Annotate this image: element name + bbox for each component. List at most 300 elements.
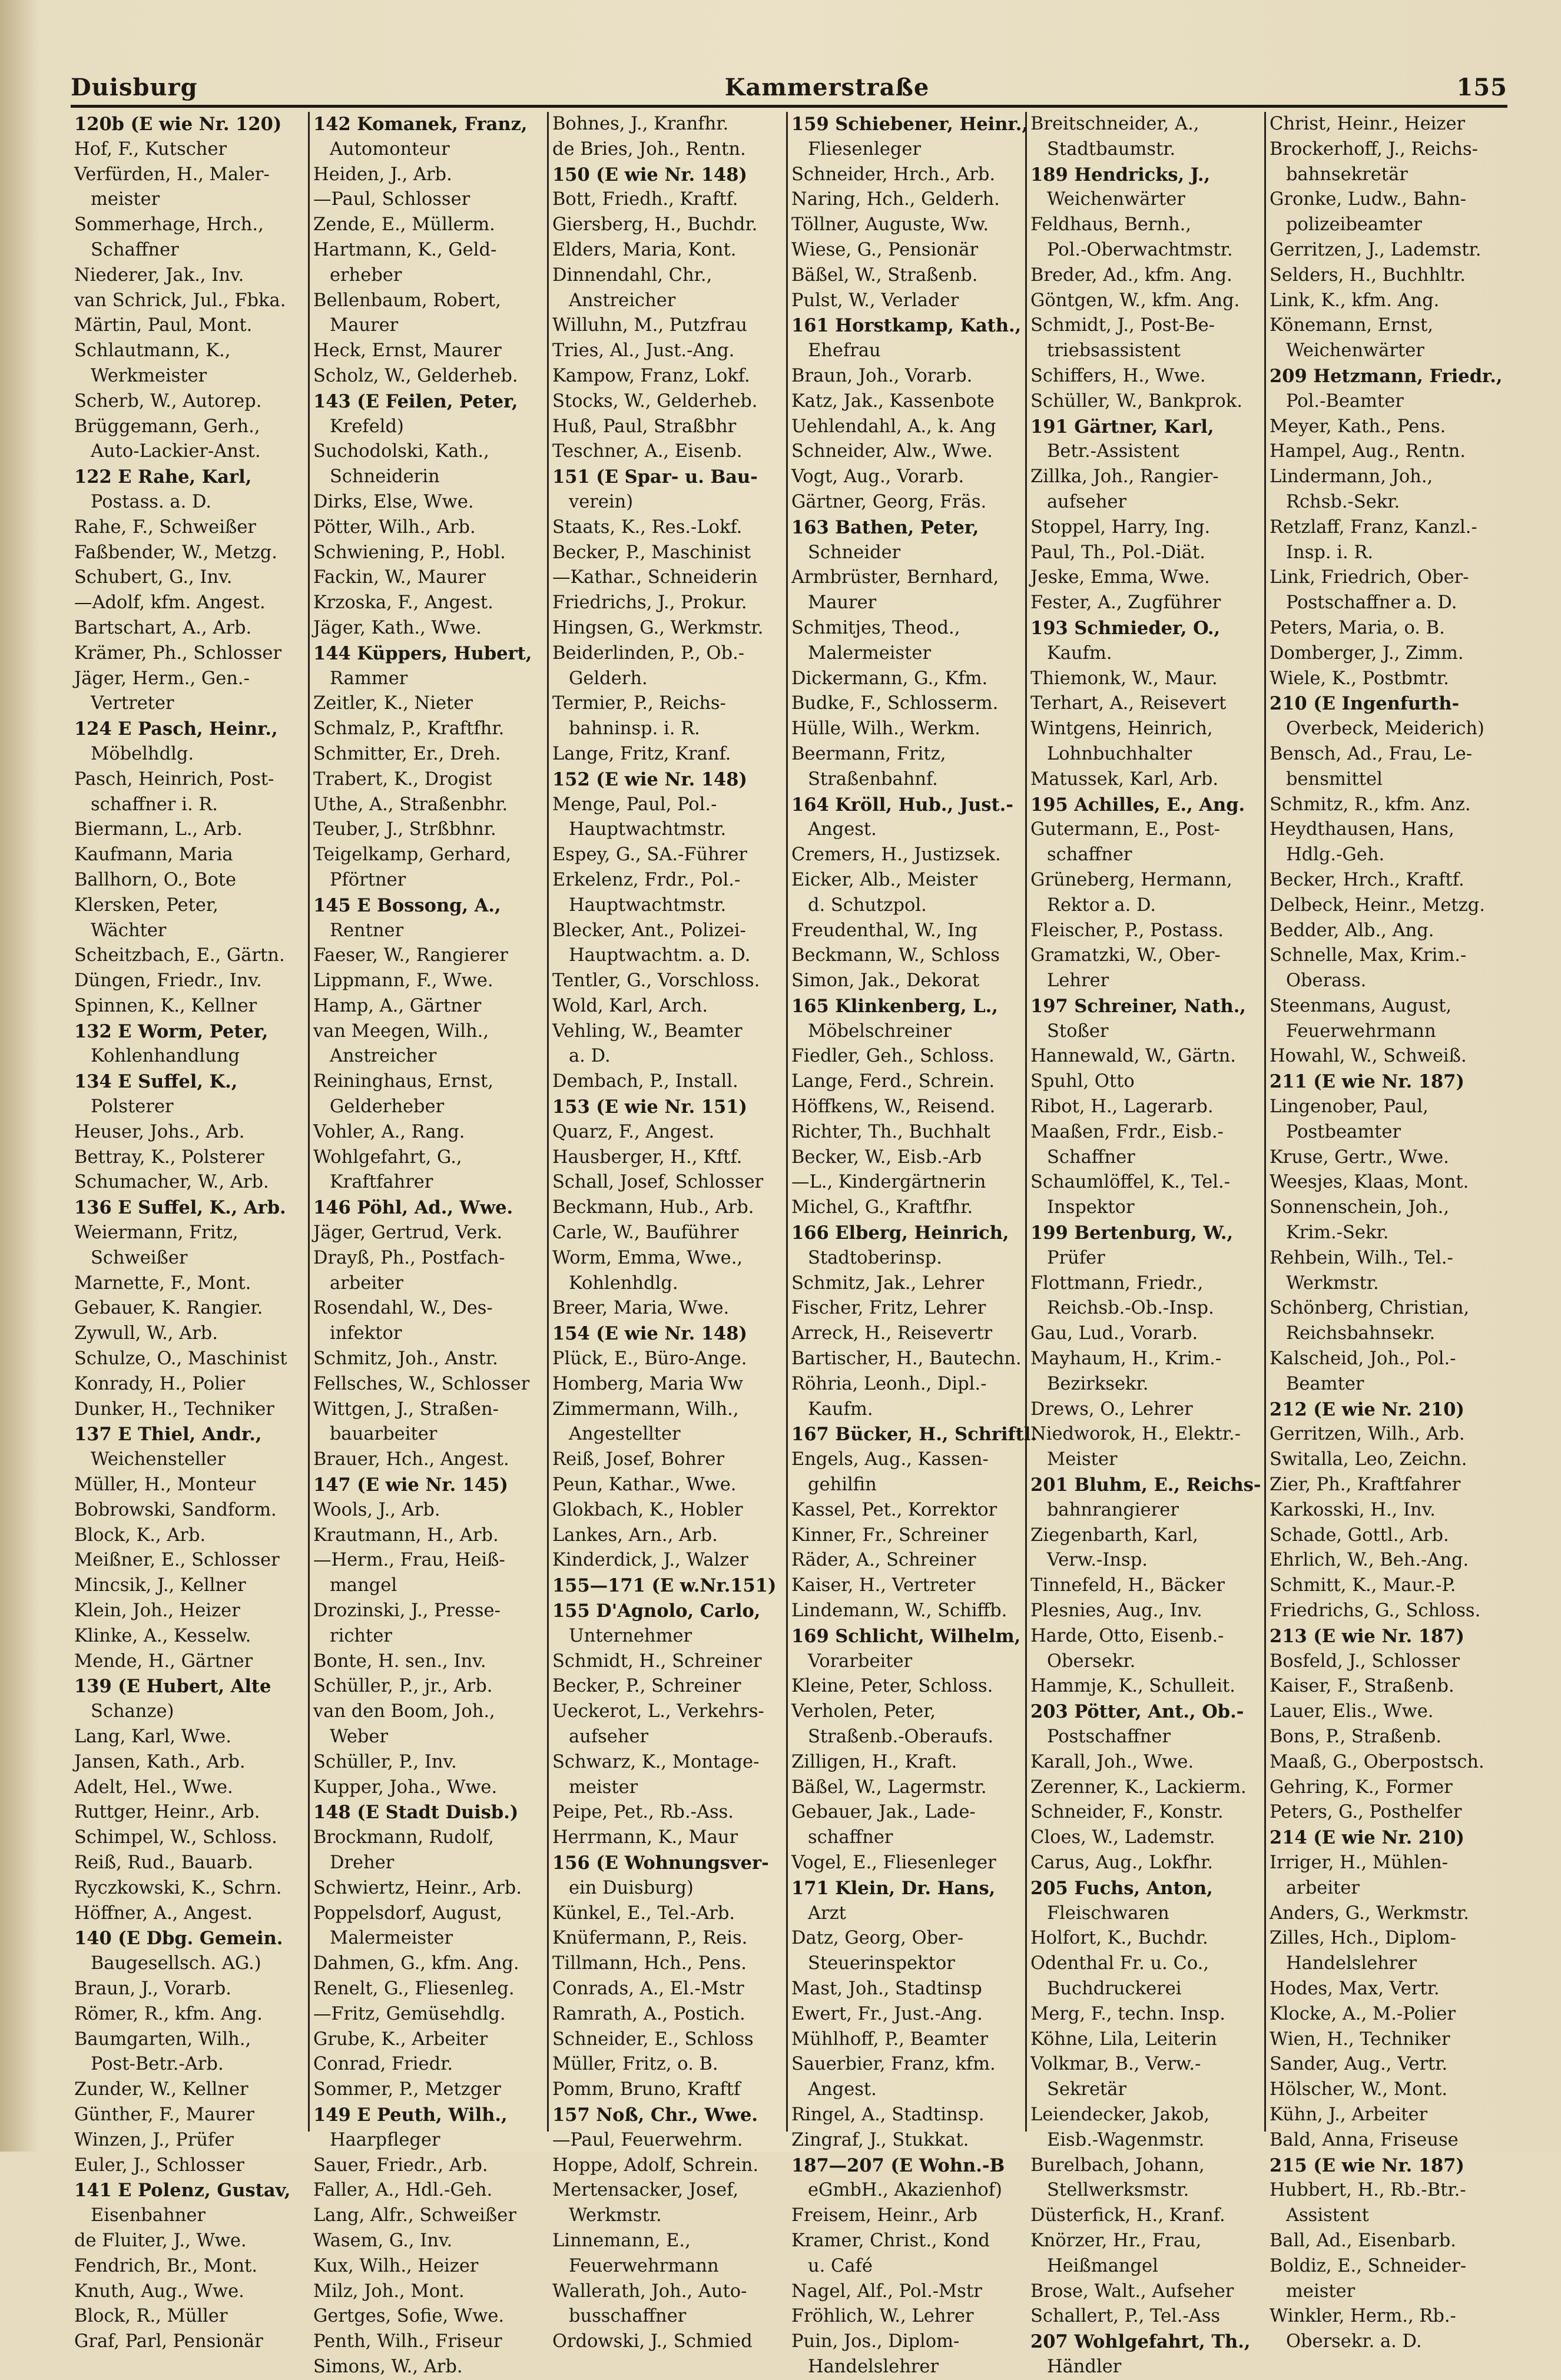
- resident-entry: Schaffner: [1047, 1146, 1135, 1168]
- resident-entry: Meißner, E., Schlosser: [74, 1550, 280, 1571]
- resident-entry: Zerenner, K., Lackierm.: [1030, 1776, 1247, 1798]
- page-number: 155: [1456, 73, 1507, 101]
- resident-entry: —Herm., Frau, Heiß-: [313, 1550, 505, 1571]
- resident-entry: Peters, Maria, o. B.: [1270, 617, 1445, 638]
- resident-entry: Datz, Georg, Ober-: [791, 1928, 964, 1949]
- resident-entry: Gau, Lud., Vorarb.: [1030, 1323, 1198, 1344]
- resident-entry: Fischer, Fritz, Lehrer: [791, 1298, 986, 1319]
- resident-entry: Werkmstr.: [1286, 1272, 1379, 1294]
- resident-entry: Heiden, J., Arb.: [313, 164, 452, 185]
- resident-entry: Schulze, O., Maschinist: [74, 1348, 287, 1370]
- resident-entry: Bobrowski, Sandform.: [74, 1499, 277, 1520]
- house-number-entry: 165 Klinkenberg, L.,: [791, 995, 998, 1017]
- resident-entry: Biermann, L., Arb.: [74, 819, 243, 840]
- house-number-entry: 189 Hendricks, J.,: [1030, 164, 1211, 185]
- resident-entry: Matussek, Karl, Arb.: [1030, 768, 1219, 790]
- house-number-entry: 157 Noß, Chr., Wwe.: [552, 2104, 758, 2126]
- resident-entry: Mende, H., Gärtner: [74, 1650, 253, 1672]
- resident-entry: Sekretär: [1047, 2079, 1127, 2100]
- resident-entry: Schneider, F., Konstr.: [1030, 1802, 1224, 1823]
- resident-entry: Schwarz, K., Montage-: [552, 1751, 760, 1772]
- resident-entry: Malermeister: [330, 1928, 453, 1949]
- resident-entry: Dinnendahl, Chr.,: [552, 264, 712, 286]
- resident-entry: Steenmans, August,: [1270, 995, 1452, 1016]
- resident-entry: Schnelle, Max, Krim.-: [1270, 945, 1467, 966]
- resident-entry: Weber: [330, 1726, 389, 1747]
- resident-entry: Fackin, W., Maurer: [313, 567, 486, 588]
- house-number-entry: 145 E Bossong, A.,: [313, 894, 501, 916]
- resident-entry: Sommer, P., Metzger: [313, 2079, 501, 2100]
- resident-entry: Holfort, K., Buchdr.: [1030, 1928, 1208, 1949]
- resident-entry: verein): [569, 491, 634, 512]
- resident-entry: Reichsbahnsekr.: [1286, 1323, 1436, 1344]
- resident-entry: Dunker, H., Techniker: [74, 1398, 274, 1420]
- resident-entry: Mertensacker, Josef,: [552, 2180, 739, 2201]
- house-number-entry: 195 Achilles, E., Ang.: [1030, 794, 1245, 816]
- resident-entry: Terhart, A., Reisevert: [1030, 693, 1227, 714]
- resident-entry: Stocks, W., Gelderheb.: [552, 390, 758, 412]
- house-number-entry: 205 Fuchs, Anton,: [1030, 1877, 1213, 1899]
- resident-entry: Schönberg, Christian,: [1270, 1298, 1470, 1319]
- resident-entry: van Meegen, Wilh.,: [313, 1020, 489, 1042]
- resident-entry: Katz, Jak., Kassenbote: [791, 390, 995, 412]
- house-number-entry: 193 Schmieder, O.,: [1030, 617, 1221, 639]
- resident-entry: Teigelkamp, Gerhard,: [313, 844, 512, 866]
- resident-entry: Kaiser, F., Straßenb.: [1270, 1676, 1454, 1697]
- resident-entry: Straßenbahnf.: [808, 768, 938, 790]
- resident-entry: Künkel, E., Tel.-Arb.: [552, 1902, 735, 1924]
- resident-entry: Drayß, Ph., Postfach-: [313, 1247, 505, 1268]
- resident-entry: Schade, Gottl., Arb.: [1270, 1524, 1449, 1546]
- resident-entry: Becker, Hrch., Kraftf.: [1270, 869, 1464, 890]
- resident-entry: Delbeck, Heinr., Metzg.: [1270, 894, 1485, 916]
- resident-entry: Kassel, Pet., Korrektor: [791, 1499, 997, 1520]
- resident-entry: Pomm, Bruno, Kraftf: [552, 2079, 741, 2100]
- resident-entry: Lohnbuchhalter: [1047, 743, 1192, 764]
- resident-entry: Zingraf, J., Stukkat.: [791, 2129, 969, 2150]
- resident-entry: Teuber, J., Strßbhnr.: [313, 819, 496, 840]
- resident-entry: Lehrer: [1047, 970, 1109, 992]
- house-number-entry: 155—171 (E w.Nr.151): [552, 1575, 777, 1597]
- resident-entry: Mincsik, J., Kellner: [74, 1575, 246, 1596]
- resident-entry: Vorarbeiter: [808, 1650, 913, 1672]
- resident-entry: Weichensteller: [91, 1449, 226, 1470]
- resident-entry: Stellwerksmstr.: [1047, 2180, 1189, 2201]
- resident-entry: Hölscher, W., Mont.: [1270, 2079, 1448, 2100]
- resident-entry: Lingenober, Paul,: [1270, 1096, 1429, 1118]
- resident-entry: Mast, Joh., Stadtinsp: [791, 1978, 982, 1999]
- resident-entry: Brauer, Hch., Angest.: [313, 1449, 509, 1470]
- resident-entry: Feuerwehrmann: [569, 2255, 719, 2276]
- house-number-entry: 134 E Suffel, K.,: [74, 1071, 238, 1093]
- resident-entry: Gehring, K., Former: [1270, 1776, 1453, 1798]
- resident-entry: Boldiz, E., Schneider-: [1270, 2255, 1467, 2276]
- resident-entry: Elders, Maria, Kont.: [552, 239, 737, 260]
- house-number-entry: 153 (E wie Nr. 151): [552, 1096, 747, 1118]
- resident-entry: infektor: [330, 1323, 402, 1344]
- resident-entry: Friedrichs, J., Prokur.: [552, 592, 747, 614]
- resident-entry: Breer, Maria, Wwe.: [552, 1298, 730, 1319]
- resident-entry: Drews, O., Lehrer: [1030, 1398, 1193, 1420]
- resident-entry: Zeitler, K., Nieter: [313, 693, 473, 714]
- resident-entry: Buchdruckerei: [1047, 1978, 1182, 1999]
- resident-entry: Uthe, A., Straßenbhr.: [313, 794, 508, 815]
- resident-entry: Suchodolski, Kath.,: [313, 441, 489, 462]
- resident-entry: Höffner, A., Angest.: [74, 1902, 253, 1924]
- resident-entry: Jäger, Herm., Gen.-: [74, 668, 250, 689]
- resident-entry: bensmittel: [1286, 768, 1383, 790]
- resident-entry: Hartmann, K., Geld-: [313, 239, 497, 260]
- resident-entry: Peters, G., Posthelfer: [1270, 1802, 1462, 1823]
- resident-entry: —Kathar., Schneiderin: [552, 567, 758, 588]
- resident-entry: Brockmann, Rudolf,: [313, 1827, 494, 1848]
- resident-entry: Sauerbier, Franz, kfm.: [791, 2054, 996, 2075]
- resident-entry: Stadtoberinsp.: [808, 1247, 942, 1268]
- house-number-entry: 197 Schreiner, Nath.,: [1030, 995, 1246, 1017]
- resident-entry: Gelderheber: [330, 1096, 445, 1118]
- resident-entry: Trabert, K., Drogist: [313, 768, 492, 790]
- resident-entry: Schüller, P., jr., Arb.: [313, 1676, 493, 1697]
- resident-entry: Weichenwärter: [1047, 189, 1185, 210]
- resident-entry: Schmitz, Jak., Lehrer: [791, 1272, 985, 1294]
- resident-entry: Vogel, E., Fliesenleger: [791, 1852, 996, 1873]
- resident-entry: Baumgarten, Wilh.,: [74, 2028, 251, 2050]
- resident-entry: Gertges, Sofie, Wwe.: [313, 2306, 505, 2327]
- resident-entry: Schaumlöffel, K., Tel.-: [1030, 1172, 1230, 1193]
- resident-entry: Merg, F., techn. Insp.: [1030, 2003, 1225, 2024]
- resident-entry: Teschner, A., Eisenb.: [552, 441, 743, 462]
- resident-entry: Meister: [1047, 1449, 1118, 1470]
- resident-entry: Bäßel, W., Lagermstr.: [791, 1776, 987, 1798]
- resident-entry: Schmitz, Joh., Anstr.: [313, 1348, 498, 1370]
- resident-entry: Peipe, Pet., Rb.-Ass.: [552, 1802, 734, 1823]
- house-number-entry: 155 D'Agnolo, Carlo,: [552, 1600, 761, 1622]
- resident-entry: Hausberger, H., Kftf.: [552, 1146, 743, 1168]
- resident-entry: Klinke, A., Kesselw.: [74, 1625, 251, 1646]
- resident-entry: Zunder, W., Kellner: [74, 2079, 248, 2100]
- resident-entry: Gelderh.: [569, 668, 648, 689]
- resident-entry: Krefeld): [330, 416, 404, 437]
- resident-entry: Simons, W., Arb.: [313, 2356, 463, 2377]
- resident-entry: Lindermann, Joh.,: [1270, 466, 1433, 488]
- house-number-entry: 214 (E wie Nr. 210): [1270, 1827, 1464, 1849]
- resident-entry: Lange, Fritz, Kranf.: [552, 743, 731, 764]
- resident-entry: Göntgen, W., kfm. Ang.: [1030, 290, 1240, 311]
- resident-entry: d. Schutzpol.: [808, 894, 927, 916]
- resident-entry: Lindemann, W., Schiffb.: [791, 1600, 1007, 1622]
- resident-entry: Hodes, Max, Vertr.: [1270, 1978, 1440, 1999]
- resident-entry: Nagel, Alf., Pol.-Mstr: [791, 2280, 982, 2302]
- resident-entry: Kupper, Joha., Wwe.: [313, 1776, 498, 1798]
- resident-entry: Winkler, Herm., Rb.-: [1270, 2306, 1456, 2327]
- resident-entry: Linnemann, E.,: [552, 2230, 691, 2251]
- resident-entry: Kinderdick, J., Walzer: [552, 1550, 748, 1571]
- resident-entry: Schneider, Hrch., Arb.: [791, 164, 996, 185]
- resident-entry: Kohlenhdlg.: [569, 1272, 678, 1294]
- resident-entry: Quarz, F., Angest.: [552, 1121, 715, 1142]
- resident-entry: Spinnen, K., Kellner: [74, 995, 257, 1016]
- house-number-entry: 199 Bertenburg, W.,: [1030, 1222, 1234, 1244]
- resident-entry: Ziegenbarth, Karl,: [1030, 1524, 1198, 1546]
- resident-entry: Zende, E., Müllerm.: [313, 214, 495, 236]
- resident-entry: Winzen, J., Prüfer: [74, 2129, 234, 2150]
- resident-entry: Arreck, H., Reisevertr: [791, 1323, 993, 1344]
- resident-entry: Postbeamter: [1286, 1121, 1401, 1142]
- resident-entry: Müller, H., Monteur: [74, 1474, 256, 1496]
- resident-entry: Gerritzen, Wilh., Arb.: [1270, 1424, 1465, 1445]
- resident-entry: bauarbeiter: [330, 1424, 438, 1445]
- resident-entry: bahninsp. i. R.: [569, 718, 700, 740]
- resident-entry: Selders, H., Buchhltr.: [1270, 264, 1466, 286]
- resident-entry: Retzlaff, Franz, Kanzl.-: [1270, 516, 1477, 538]
- resident-entry: ein Duisburg): [569, 1877, 694, 1898]
- resident-entry: Simon, Jak., Dekorat: [791, 970, 980, 992]
- resident-entry: schaffner: [1047, 844, 1132, 866]
- resident-entry: eGmbH., Akazienhof): [808, 2180, 1002, 2201]
- resident-entry: Handelslehrer: [808, 2356, 939, 2377]
- resident-entry: aufseher: [1047, 491, 1127, 512]
- resident-entry: Giersberg, H., Buchdr.: [552, 214, 758, 236]
- house-number-entry: 140 (E Dbg. Gemein.: [74, 1928, 283, 1950]
- resident-entry: Hampel, Aug., Rentn.: [1270, 441, 1466, 462]
- resident-entry: Hauptwachtm. a. D.: [569, 945, 751, 966]
- resident-entry: Heydthausen, Hans,: [1270, 819, 1454, 840]
- resident-entry: Klein, Joh., Heizer: [74, 1600, 240, 1622]
- house-number-entry: 187—207 (E Wohn.-B: [791, 2154, 1005, 2176]
- resident-entry: Blecker, Ant., Polizei-: [552, 920, 746, 941]
- house-number-entry: 151 (E Spar- u. Bau-: [552, 466, 758, 488]
- resident-entry: Ryczkowski, K., Schrn.: [74, 1877, 282, 1898]
- resident-entry: Unternehmer: [569, 1625, 692, 1646]
- resident-entry: Rehbein, Wilh., Tel.-: [1270, 1247, 1453, 1268]
- house-number-entry: 215 (E wie Nr. 187): [1270, 2154, 1464, 2176]
- resident-entry: Wohlgefahrt, G.,: [313, 1146, 462, 1168]
- resident-entry: Schimpel, W., Schloss.: [74, 1827, 277, 1848]
- resident-entry: Scherb, W., Autorep.: [74, 390, 262, 412]
- resident-entry: Assistent: [1286, 2205, 1369, 2226]
- resident-entry: Heißmangel: [1047, 2255, 1158, 2276]
- resident-entry: Stoßer: [1047, 1020, 1109, 1042]
- resident-entry: Hauptwachtmstr.: [569, 819, 727, 840]
- resident-entry: Thiemonk, W., Maur.: [1030, 668, 1218, 689]
- resident-entry: Haarpfleger: [330, 2129, 440, 2150]
- house-number-entry: 156 (E Wohnungsver-: [552, 1852, 769, 1874]
- house-number-entry: 144 Küppers, Hubert,: [313, 642, 532, 664]
- resident-entry: Gramatzki, W., Ober-: [1030, 945, 1221, 966]
- resident-entry: Gebauer, Jak., Lade-: [791, 1802, 976, 1823]
- resident-entry: erheber: [330, 264, 402, 286]
- resident-entry: Feuerwehrmann: [1286, 1020, 1436, 1042]
- resident-entry: Gronke, Ludw., Bahn-: [1270, 189, 1467, 210]
- resident-entry: Schiffers, H., Wwe.: [1030, 365, 1206, 386]
- resident-entry: Zilligen, H., Kraft.: [791, 1751, 957, 1772]
- column-5: [1027, 112, 1266, 2377]
- resident-entry: Rahe, F., Schweißer: [74, 516, 256, 538]
- house-number-entry: 124 E Pasch, Heinr.,: [74, 718, 278, 740]
- column-1: [71, 112, 310, 2352]
- resident-entry: Poppelsdorf, August,: [313, 1902, 502, 1924]
- resident-entry: Verholen, Peter,: [791, 1701, 936, 1722]
- resident-entry: Naring, Hch., Gelderh.: [791, 189, 1000, 210]
- resident-entry: Anders, G., Werkmstr.: [1270, 1902, 1469, 1924]
- house-number-entry: 148 (E Stadt Duisb.): [313, 1802, 519, 1824]
- resident-entry: Menge, Paul, Pol.-: [552, 794, 717, 815]
- resident-entry: Sauer, Friedr., Arb.: [313, 2154, 488, 2176]
- resident-entry: Vertreter: [91, 693, 174, 714]
- resident-entry: Lauer, Elis., Wwe.: [1270, 1701, 1434, 1722]
- house-number-entry: 171 Klein, Dr. Hans,: [791, 1877, 996, 1899]
- resident-entry: Kraftfahrer: [330, 1172, 433, 1193]
- resident-entry: Reiß, Rud., Bauarb.: [74, 1852, 253, 1873]
- resident-entry: Wien, H., Techniker: [1270, 2028, 1450, 2050]
- resident-entry: Händler: [1047, 2356, 1122, 2377]
- resident-entry: Tentler, G., Vorschloss.: [552, 970, 760, 992]
- resident-entry: Drozinski, J., Presse-: [313, 1600, 501, 1622]
- column-6: [1266, 112, 1505, 2352]
- resident-entry: Schmidt, J., Post-Be-: [1030, 315, 1215, 336]
- resident-entry: Brüggemann, Gerh.,: [74, 416, 260, 437]
- resident-entry: Heck, Ernst, Maurer: [313, 340, 502, 362]
- resident-entry: Harde, Otto, Eisenb.-: [1030, 1625, 1224, 1646]
- resident-entry: Kampow, Franz, Lokf.: [552, 365, 750, 386]
- resident-entry: Klersken, Peter,: [74, 894, 218, 916]
- resident-entry: Maurer: [808, 592, 877, 614]
- resident-entry: van Schrick, Jul., Fbka.: [74, 290, 286, 311]
- header-city: Duisburg: [71, 73, 198, 101]
- resident-entry: Kühn, J., Arbeiter: [1270, 2104, 1428, 2125]
- resident-entry: Lang, Alfr., Schweißer: [313, 2205, 516, 2226]
- resident-entry: Erkelenz, Frdr., Pol.-: [552, 869, 741, 890]
- resident-entry: Fiedler, Geh., Schloss.: [791, 1046, 995, 1067]
- resident-entry: Höffkens, W., Reisend.: [791, 1096, 996, 1118]
- resident-entry: Pförtner: [330, 869, 406, 890]
- resident-entry: Karkosski, H., Inv.: [1270, 1499, 1436, 1520]
- resident-entry: meister: [569, 1776, 638, 1798]
- resident-entry: Hülle, Wilh., Werkm.: [791, 718, 980, 740]
- resident-entry: Fester, A., Zugführer: [1030, 592, 1221, 614]
- column-2: [310, 112, 549, 2377]
- resident-entry: Kalscheid, Joh., Pol.-: [1270, 1348, 1456, 1370]
- resident-entry: Niedworok, H., Elektr.-: [1030, 1424, 1241, 1445]
- resident-entry: Kleine, Peter, Schloss.: [791, 1676, 993, 1697]
- resident-entry: Schmitt, K., Maur.-P.: [1270, 1575, 1456, 1596]
- resident-entry: Fleischwaren: [1047, 1902, 1169, 1924]
- resident-entry: Dembach, P., Install.: [552, 1071, 738, 1092]
- house-number-entry: 159 Schiebener, Heinr.,: [791, 114, 1028, 135]
- resident-entry: Schüller, P., Inv.: [313, 1751, 457, 1772]
- resident-entry: Schanze): [91, 1701, 174, 1722]
- house-number-entry: 143 (E Feilen, Peter,: [313, 390, 518, 412]
- house-number-entry: 203 Pötter, Ant., Ob.-: [1030, 1701, 1244, 1723]
- resident-entry: Düngen, Friedr., Inv.: [74, 970, 262, 992]
- resident-entry: aufseher: [569, 1726, 649, 1747]
- house-number-entry: 136 E Suffel, K., Arb.: [74, 1197, 286, 1219]
- resident-entry: Obersekr.: [1047, 1650, 1136, 1672]
- resident-entry: Penth, Wilh., Friseur: [313, 2331, 502, 2352]
- resident-entry: Straßenb.-Oberaufs.: [808, 1726, 994, 1747]
- resident-entry: Röhria, Leonh., Dipl.-: [791, 1373, 987, 1394]
- resident-entry: polizeibeamter: [1286, 214, 1422, 236]
- resident-entry: Burelbach, Johann,: [1030, 2154, 1205, 2176]
- resident-entry: Freudenthal, W., Ing: [791, 920, 978, 941]
- resident-entry: Carle, W., Bauführer: [552, 1222, 739, 1244]
- resident-entry: Stoppel, Harry, Ing.: [1030, 516, 1211, 538]
- resident-entry: Malermeister: [808, 642, 932, 664]
- resident-entry: Link, K., kfm. Ang.: [1270, 290, 1440, 311]
- resident-entry: Beermann, Fritz,: [791, 743, 946, 764]
- resident-entry: Schmidt, H., Schreiner: [552, 1650, 762, 1672]
- house-number-entry: 132 E Worm, Peter,: [74, 1020, 269, 1042]
- resident-entry: Uehlendahl, A., k. Ang: [791, 416, 996, 437]
- resident-entry: Rentner: [330, 920, 404, 941]
- resident-entry: Beamter: [1286, 1373, 1364, 1394]
- resident-entry: Möbelschreiner: [808, 1020, 952, 1042]
- resident-entry: meister: [91, 189, 160, 210]
- resident-entry: Wintgens, Heinrich,: [1030, 718, 1213, 740]
- resident-entry: Wiele, K., Postbmtr.: [1270, 668, 1449, 689]
- resident-entry: Prüfer: [1047, 1247, 1105, 1268]
- resident-entry: Wittgen, J., Straßen-: [313, 1398, 499, 1420]
- resident-entry: Zywull, W., Arb.: [74, 1323, 218, 1344]
- resident-entry: Maaßen, Frdr., Eisb.-: [1030, 1121, 1224, 1142]
- resident-entry: mangel: [330, 1575, 397, 1596]
- resident-entry: Hubbert, H., Rb.-Btr.-: [1270, 2180, 1466, 2201]
- resident-entry: Ribot, H., Lagerarb.: [1030, 1096, 1214, 1118]
- resident-entry: Flottmann, Friedr.,: [1030, 1272, 1204, 1294]
- resident-entry: Bezirksekr.: [1047, 1373, 1149, 1394]
- resident-entry: Hammje, K., Schulleit.: [1030, 1676, 1235, 1697]
- resident-entry: Konrady, H., Polier: [74, 1373, 246, 1394]
- resident-entry: Domberger, J., Zimm.: [1270, 642, 1464, 664]
- resident-entry: Braun, Joh., Vorarb.: [791, 365, 973, 386]
- resident-entry: Willuhn, M., Putzfrau: [552, 315, 747, 336]
- resident-entry: arbeiter: [1286, 1877, 1360, 1898]
- resident-entry: Freisem, Heinr., Arb: [791, 2205, 978, 2226]
- resident-entry: triebsassistent: [1047, 340, 1181, 362]
- house-number-entry: 167 Bücker, H., Schriftl.: [791, 1424, 1037, 1446]
- resident-entry: Spuhl, Otto: [1030, 1071, 1135, 1092]
- resident-entry: Schmalz, P., Kraftfhr.: [313, 718, 505, 740]
- house-number-entry: 210 (E Ingenfurth-: [1270, 693, 1460, 715]
- resident-entry: richter: [330, 1625, 392, 1646]
- resident-entry: Reininghaus, Ernst,: [313, 1071, 493, 1092]
- resident-entry: Knüfermann, P., Reis.: [552, 1928, 748, 1949]
- resident-entry: Römer, R., kfm. Ang.: [74, 2003, 263, 2024]
- resident-entry: Zimmermann, Wilh.,: [552, 1398, 739, 1420]
- resident-entry: Werkmstr.: [569, 2205, 662, 2226]
- resident-entry: Schall, Josef, Schlosser: [552, 1172, 764, 1193]
- resident-entry: Schneider, E., Schloss: [552, 2028, 754, 2050]
- house-number-entry: 164 Kröll, Hub., Just.-: [791, 794, 1013, 816]
- resident-entry: Anstreicher: [330, 1046, 437, 1067]
- resident-entry: Vohler, A., Rang.: [313, 1121, 465, 1142]
- house-number-entry: 154 (E wie Nr. 148): [552, 1323, 747, 1345]
- resident-entry: Postass. a. D.: [91, 491, 212, 512]
- resident-entry: schaffner i. R.: [91, 794, 218, 815]
- resident-entry: Overbeck, Meiderich): [1286, 718, 1484, 740]
- resident-entry: Vogt, Aug., Vorarb.: [791, 466, 965, 488]
- resident-entry: Schmitter, Er., Dreh.: [313, 743, 501, 764]
- resident-entry: Schallert, P., Tel.-Ass: [1030, 2306, 1221, 2327]
- resident-entry: Termier, P., Reichs-: [552, 693, 726, 714]
- resident-entry: Dahmen, G., kfm. Ang.: [313, 1953, 519, 1974]
- resident-entry: Maaß, G., Oberpostsch.: [1270, 1751, 1484, 1772]
- resident-entry: Maurer: [330, 315, 399, 336]
- resident-entry: Baugesellsch. AG.): [91, 1953, 261, 1974]
- resident-entry: Müller, Fritz, o. B.: [552, 2054, 718, 2075]
- resident-entry: Bellenbaum, Robert,: [313, 290, 501, 311]
- house-number-entry: 141 E Polenz, Gustav,: [74, 2180, 291, 2202]
